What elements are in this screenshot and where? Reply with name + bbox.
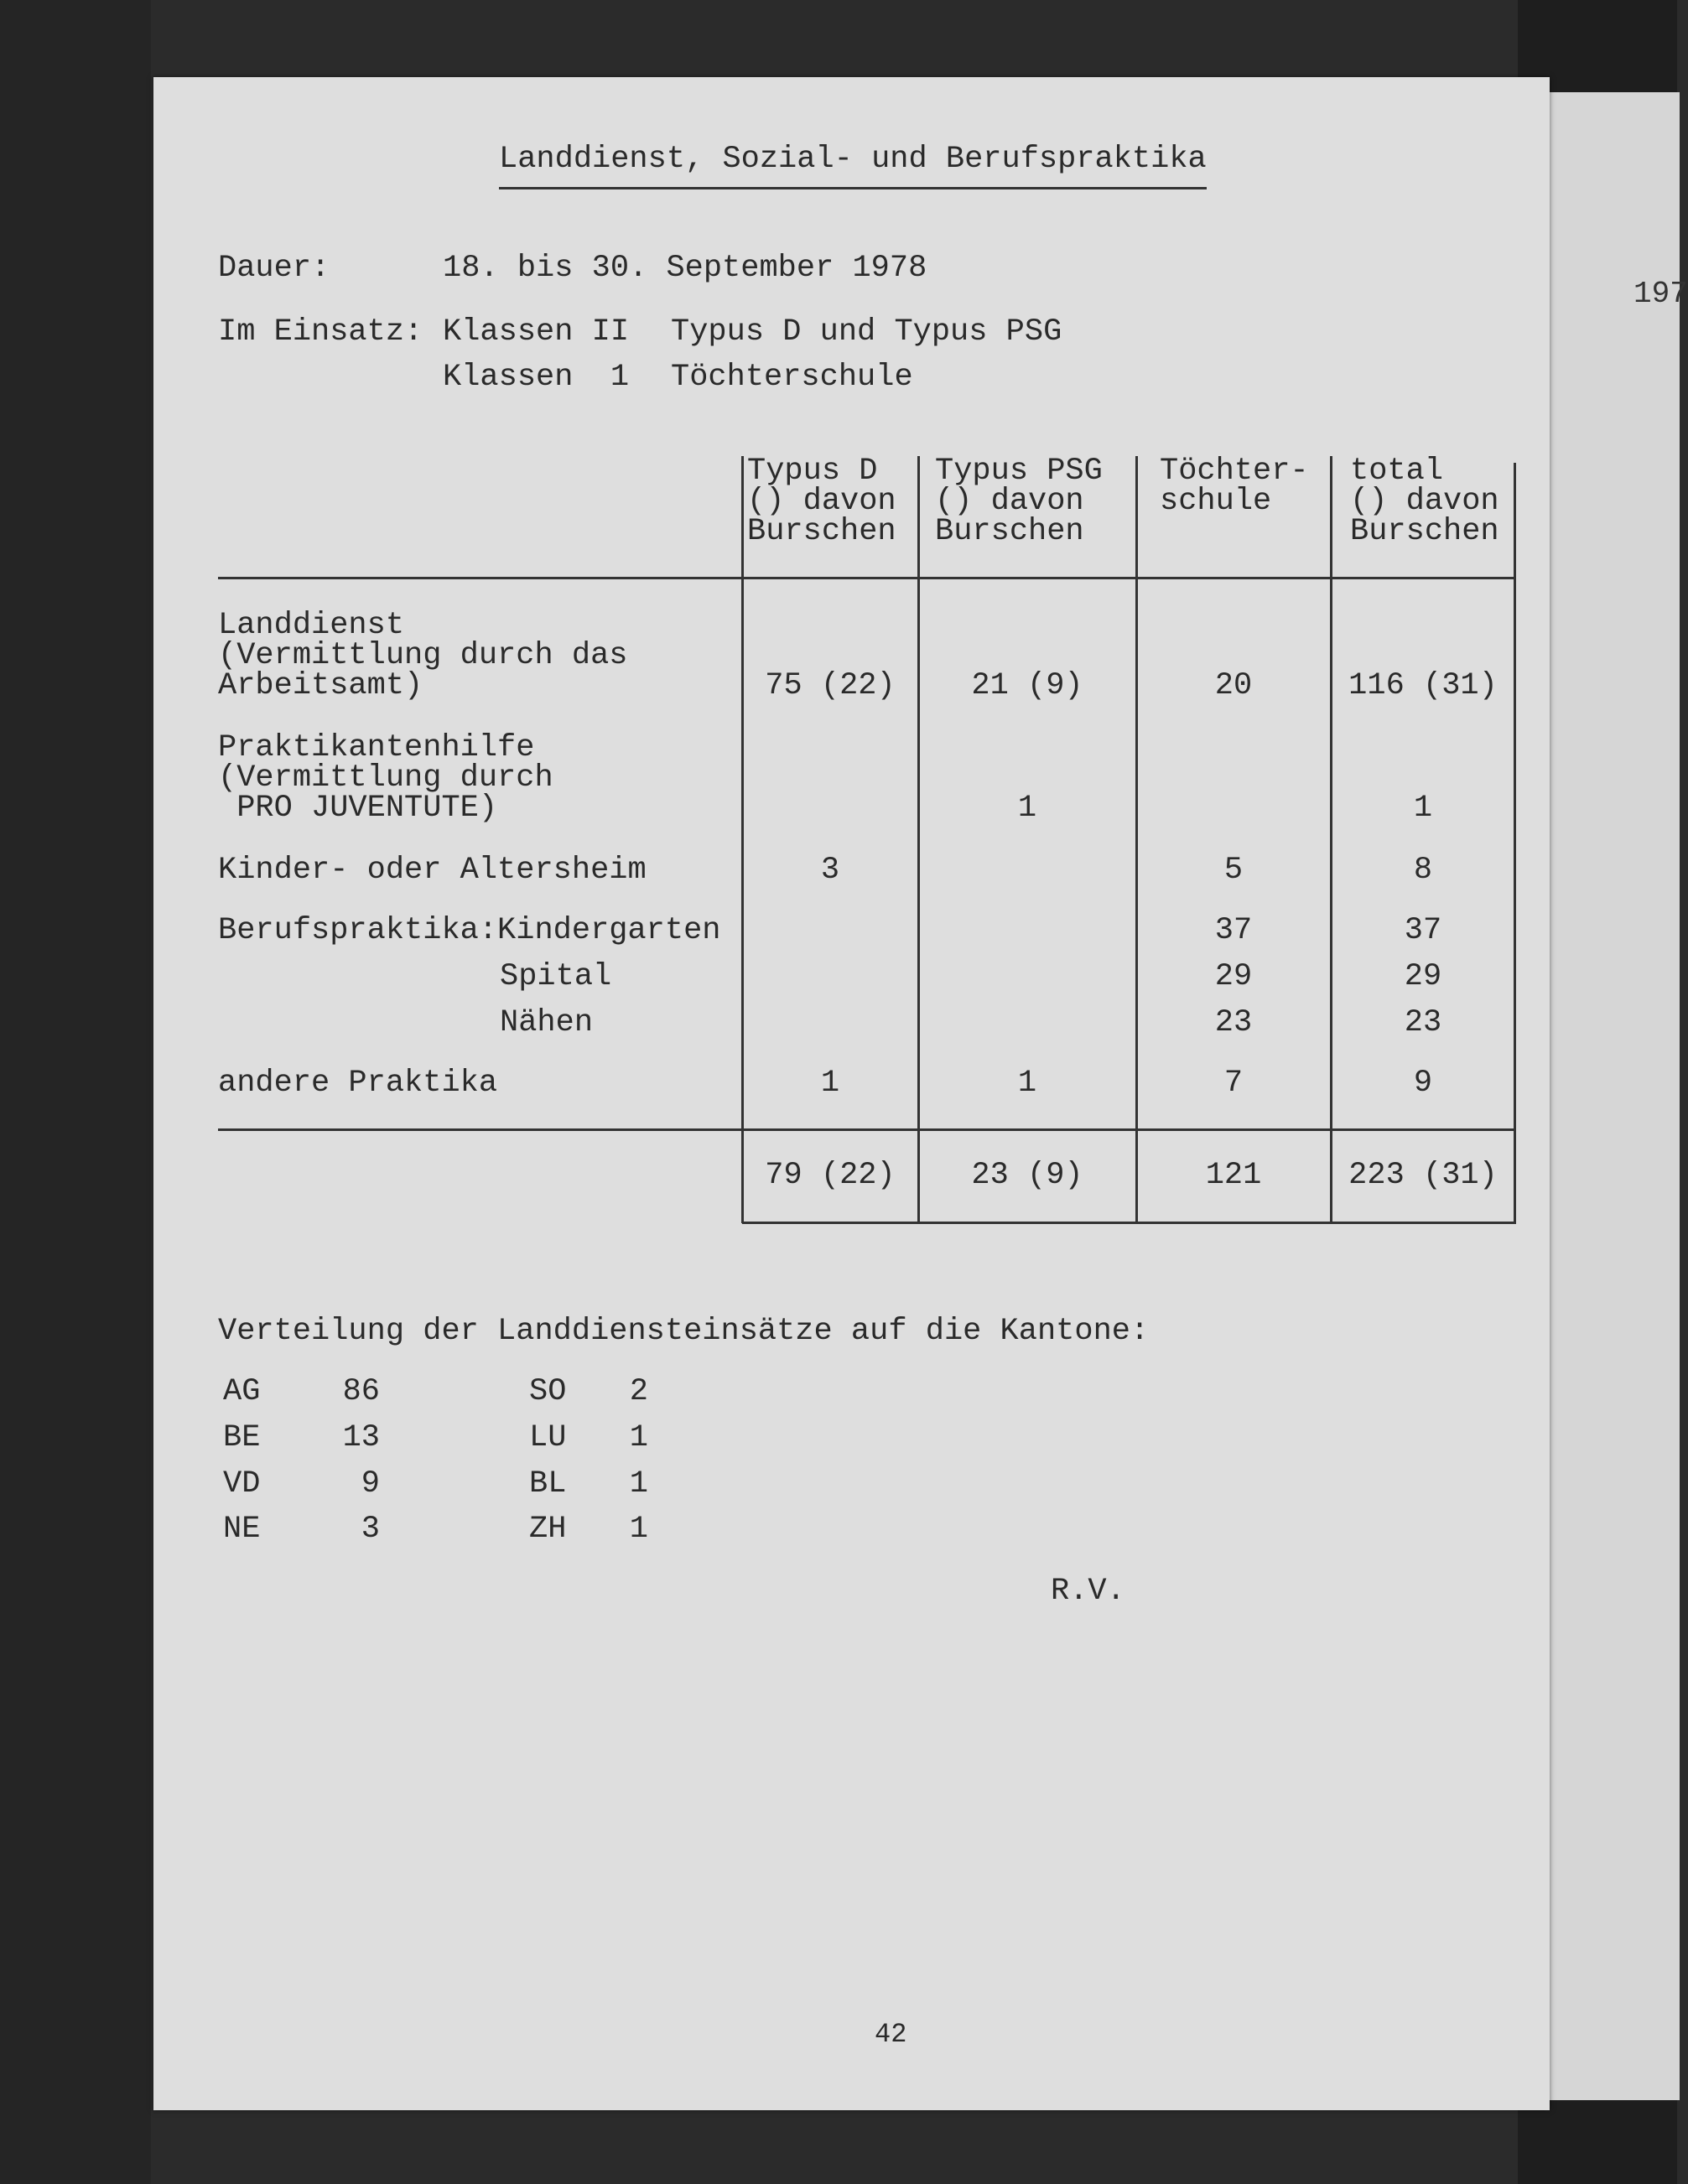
table-divider [741,456,744,1223]
adjacent-page-number: 197 [1633,277,1688,311]
document-page: Landdienst, Sozial- und Berufspraktika Dauer: 18. bis 30. September 1978 Im Einsatz: Klassen II Typus D und Typus PSG Klassen 1 Töchterschule Typus D () davon Burschen Typus PSG () davon Burschen Töchter- schule total () davon Burschen Landdienst (Vermittlung durch das Arbeitsamt) 75 (22) 21 (9) 20 116 (31) Praktikantenhilfe (Vermittlung durch PRO JUVENTUTE) 1 1 Kinder- oder Altersheim 3 5 8 Berufspraktika:Kindergarten 37 37 Spital 29 29 Nähen 23 23 andere Praktika 1 1 7 9 79 (22) 23 (9) 121 223 (31) Verteilung der Landdiensteinsätze auf die Kantone: AG 86 BE 13 VD 9 NE 3 SO 2 LU 1 BL 1 ZH 1 R.V. 42 [153,77,1550,2110]
kanton-code: ZH [529,1512,567,1547]
kanton-code: AG [223,1374,261,1409]
table-divider [1135,456,1138,1223]
table-divider [1514,463,1516,1223]
einsatz-typ-1: Typus D und Typus PSG [671,314,1062,350]
scan-background-left [0,0,151,2184]
kanton-value: 13 [342,1420,380,1455]
table-bottom-rule [742,1222,1516,1224]
einsatz-typ-2: Töchterschule [671,360,913,395]
page-number: 42 [875,2019,907,2050]
dauer-label: Dauer: [218,251,330,286]
kanton-code: VD [223,1466,261,1502]
kanton-value: 1 [629,1466,648,1502]
kanton-value: 9 [361,1466,380,1502]
kanton-code: BL [529,1466,567,1502]
kanton-code: BE [223,1420,261,1455]
kanton-value: 3 [361,1512,380,1547]
einsatz-klassen-1: Klassen II [443,314,630,350]
adjacent-page [1543,92,1680,2100]
kanton-code: LU [529,1420,567,1455]
kantone-title: Verteilung der Landdiensteinsätze auf die Kantone: [218,1314,1150,1349]
einsatz-klassen-2: Klassen 1 [443,360,630,395]
kanton-value: 86 [342,1374,380,1409]
table-header-rule [218,577,1516,579]
table-divider [917,456,920,1223]
kanton-code: NE [223,1512,261,1547]
einsatz-label: Im Einsatz: [218,314,423,350]
page-title: Landdienst, Sozial- und Berufspraktika [499,144,1207,189]
kanton-value: 1 [629,1420,648,1455]
table-total-rule [218,1128,1516,1131]
dauer-value: 18. bis 30. September 1978 [443,251,927,286]
kanton-value: 2 [629,1374,648,1409]
kanton-code: SO [529,1374,567,1409]
kanton-value: 1 [629,1512,648,1547]
signature-initials: R.V. [1051,1574,1125,1609]
table-divider [1330,456,1332,1223]
